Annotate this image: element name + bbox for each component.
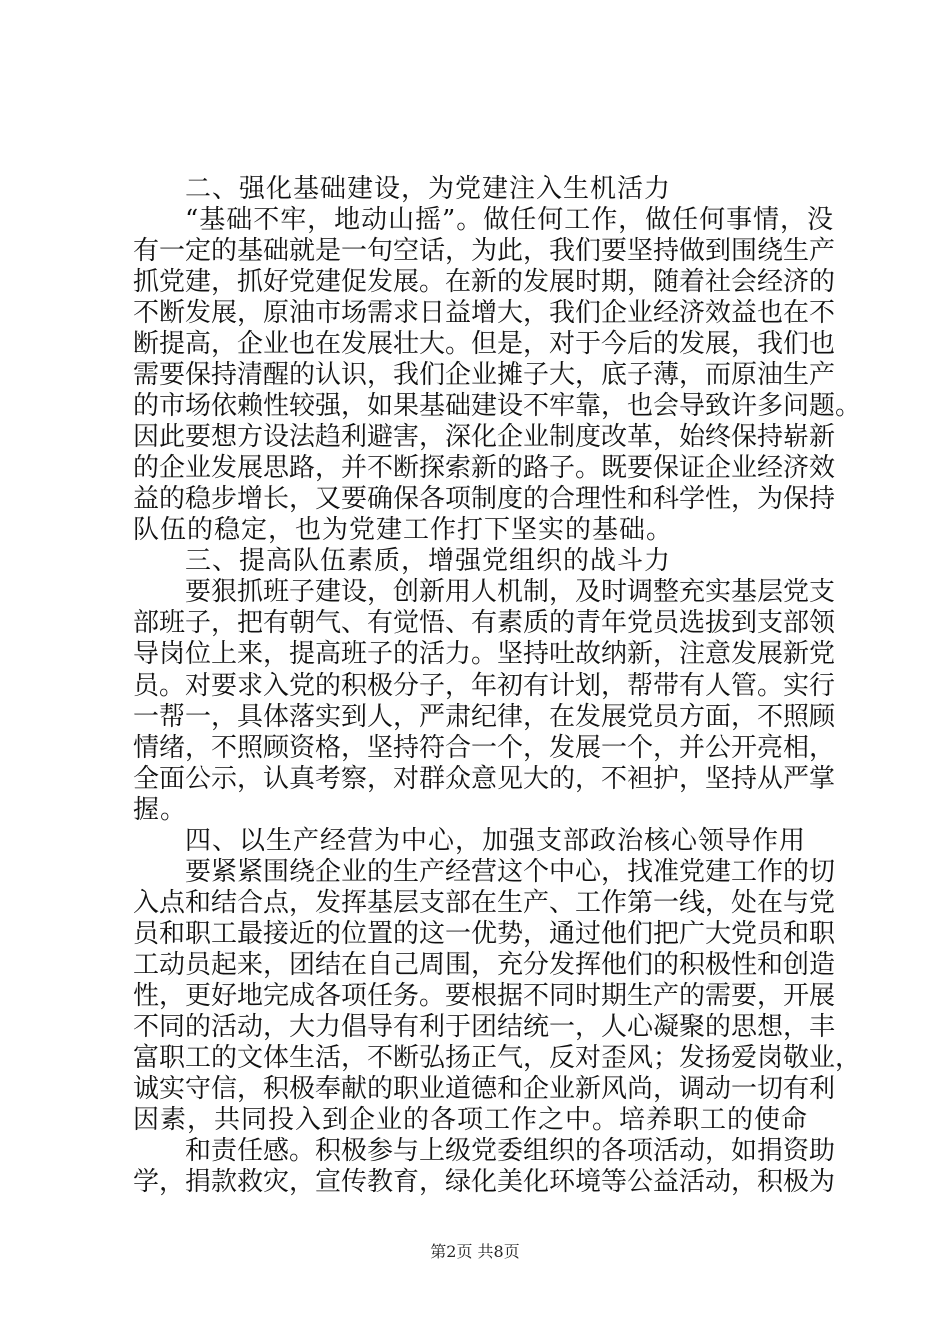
paragraph-line: “基础不牢，地动山摇”。做任何工作，做任何事情，没 <box>185 205 833 235</box>
paragraph-line: 因素，共同投入到企业的各项工作之中。培养职工的使命 <box>133 1105 809 1135</box>
paragraph-line: 要狠抓班子建设，创新用人机制，及时调整充实基层党支 <box>185 577 836 607</box>
paragraph-line: 的企业发展思路，并不断探索新的路子。既要保证企业经济效 <box>133 453 836 483</box>
paragraph-line: 员和职工最接近的位置的这一优势，通过他们把广大党员和职 <box>133 919 836 949</box>
section-heading-3: 三、提高队伍素质，增强党组织的战斗力 <box>185 546 672 576</box>
paragraph-line: 的市场依赖性较强，如果基础建设不牢靠，也会导致许多问题。 <box>133 391 862 421</box>
paragraph-line: 需要保持清醒的认识，我们企业摊子大，底子薄，而原油生产 <box>133 360 836 390</box>
paragraph-line: 工动员起来，团结在自己周围，充分发挥他们的积极性和创造 <box>133 950 836 980</box>
page-footer: 第2页 共8页 <box>430 1242 520 1261</box>
paragraph-line: 有一定的基础就是一句空话，为此，我们要坚持做到围绕生产 <box>133 236 836 266</box>
paragraph-line: 富职工的文体生活，不断弘扬正气，反对歪风；发扬爱岗敬业， <box>133 1043 862 1073</box>
section-heading-4: 四、以生产经营为中心，加强支部政治核心领导作用 <box>185 826 807 856</box>
paragraph-line: 导岗位上来，提高班子的活力。坚持吐故纳新，注意发展新党 <box>133 639 836 669</box>
paragraph-line: 不断发展，原油市场需求日益增大，我们企业经济效益也在不 <box>133 298 836 328</box>
paragraph-line: 诚实守信，积极奉献的职业道德和企业新风尚，调动一切有利 <box>133 1074 836 1104</box>
paragraph-line: 情绪，不照顾资格，坚持符合一个，发展一个，并公开亮相， <box>133 733 836 763</box>
paragraph-line: 断提高，企业也在发展壮大。但是，对于今后的发展，我们也 <box>133 329 836 359</box>
paragraph-line: 队伍的稳定，也为党建工作打下坚实的基础。 <box>133 515 674 545</box>
paragraph-line: 因此要想方设法趋利避害，深化企业制度改革，始终保持崭新 <box>133 422 836 452</box>
paragraph-line: 益的稳步增长，又要确保各项制度的合理性和科学性，为保持 <box>133 484 836 514</box>
paragraph-line: 不同的活动，大力倡导有利于团结统一，人心凝聚的思想，丰 <box>133 1012 836 1042</box>
paragraph-line: 全面公示，认真考察，对群众意见大的，不袒护，坚持从严掌 <box>133 764 836 794</box>
paragraph-line: 学，捐款救灾，宣传教育，绿化美化环境等公益活动，积极为 <box>133 1167 836 1197</box>
section-heading-2: 二、强化基础建设，为党建注入生机活力 <box>185 174 672 204</box>
paragraph-line: 部班子，把有朝气、有觉悟、有素质的青年党员选拔到支部领 <box>133 608 836 638</box>
paragraph-line: 性，更好地完成各项任务。要根据不同时期生产的需要，开展 <box>133 981 836 1011</box>
paragraph-line: 一帮一，具体落实到人，严肃纪律，在发展党员方面，不照顾 <box>133 702 836 732</box>
paragraph-line: 入点和结合点，发挥基层支部在生产、工作第一线，处在与党 <box>133 888 836 918</box>
paragraph-line: 员。对要求入党的积极分子，年初有计划，帮带有人管。实行 <box>133 671 836 701</box>
paragraph-line: 和责任感。积极参与上级党委组织的各项活动，如捐资助 <box>185 1136 836 1166</box>
paragraph-line: 抓党建，抓好党建促发展。在新的发展时期，随着社会经济的 <box>133 267 836 297</box>
paragraph-line: 握。 <box>133 795 188 825</box>
paragraph-line: 要紧紧围绕企业的生产经营这个中心，找准党建工作的切 <box>185 857 836 887</box>
